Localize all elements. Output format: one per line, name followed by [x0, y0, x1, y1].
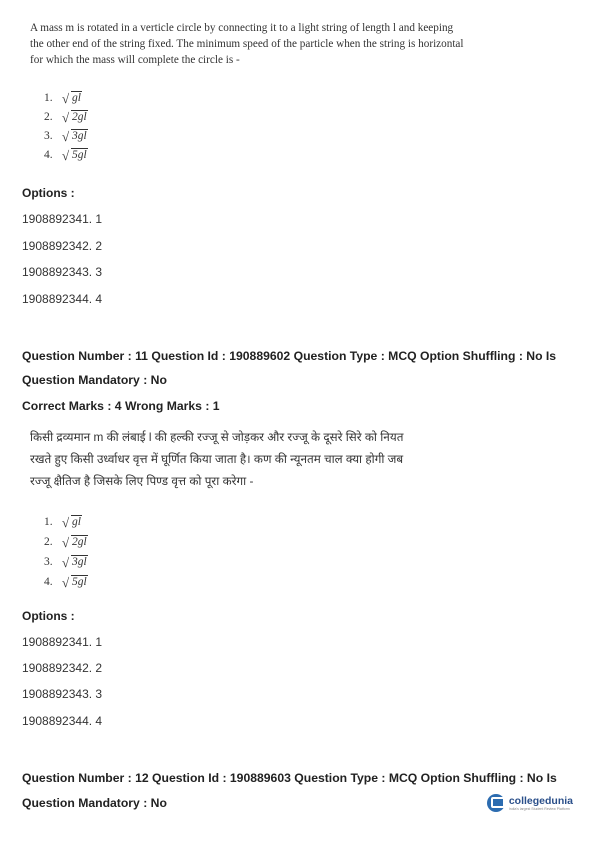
choice-1: 1.√ gl: [44, 516, 82, 528]
collegedunia-logo: [487, 794, 573, 812]
question-text: [30, 20, 470, 68]
option-item: 1908892343. 3: [22, 687, 103, 701]
question-line: A mass m is rotated in a verticle circle by connecting it to a light string of length l and keeping: [30, 22, 454, 34]
sqrt-expression: 2gl: [72, 111, 87, 123]
question-meta: Question Number : 12 Question Id : 190889603 Question Type : MCQ Option Shuffling : No Is: [22, 771, 557, 785]
option-item: 1908892344. 4: [22, 714, 103, 728]
question-text-hindi: [30, 426, 470, 492]
sqrt-expression: 5gl: [72, 149, 87, 161]
sqrt-expression: 2gl: [72, 536, 87, 548]
sqrt-expression: gl: [72, 516, 81, 528]
question-meta: Question Number : 11 Question Id : 190889602 Question Type : MCQ Option Shuffling : No Is: [22, 349, 557, 363]
sqrt-expression: 3gl: [72, 130, 87, 142]
option-item: 1908892344. 4: [22, 292, 103, 306]
question-meta: Correct Marks : 4 Wrong Marks : 1: [22, 399, 220, 413]
choice-1: 1.√ gl: [44, 92, 82, 104]
question-meta: Question Mandatory : No: [22, 796, 167, 810]
options-heading: Options :: [22, 186, 75, 200]
question-meta: Question Mandatory : No: [22, 373, 167, 387]
sqrt-expression: 3gl: [72, 556, 87, 568]
choice-3: 3.√ 3gl: [44, 556, 88, 568]
sqrt-expression: gl: [72, 92, 81, 104]
option-item: 1908892342. 2: [22, 661, 103, 675]
logo-tagline: India's largest Student Review Platform: [508, 807, 570, 811]
question-line: for which the mass will complete the circle is -: [30, 54, 240, 66]
choice-2: 2.√ 2gl: [44, 111, 88, 123]
option-item: 1908892343. 3: [22, 265, 103, 279]
logo-brand: collegedunia: [508, 795, 573, 807]
choice-4: 4.√ 5gl: [44, 149, 88, 161]
question-line: किसी द्रव्यमान m की लंबाई l की हल्की रज्जू से जोड़कर और रज्जू के दूसरे सिरे को नियत: [30, 430, 404, 444]
options-heading: Options :: [22, 609, 75, 623]
question-line: the other end of the string fixed. The minimum speed of the particle when the string is horizontal: [30, 38, 464, 50]
option-item: 1908892342. 2: [22, 239, 103, 253]
choice-3: 3.√ 3gl: [44, 130, 88, 142]
choice-4: 4.√ 5gl: [44, 576, 88, 588]
option-item: 1908892341. 1: [22, 212, 103, 226]
question-line: रखते हुए किसी उर्ध्वाधर वृत्त में घूर्णित किया जाता है। कण की न्यूनतम चाल क्या होगी जब: [30, 452, 404, 466]
sqrt-expression: 5gl: [72, 576, 87, 588]
graduate-icon: [487, 794, 505, 812]
option-item: 1908892341. 1: [22, 635, 103, 649]
choice-2: 2.√ 2gl: [44, 536, 88, 548]
question-line: रज्जू क्षैतिज है जिसके लिए पिण्ड वृत्त को पूरा करेगा -: [30, 474, 254, 488]
